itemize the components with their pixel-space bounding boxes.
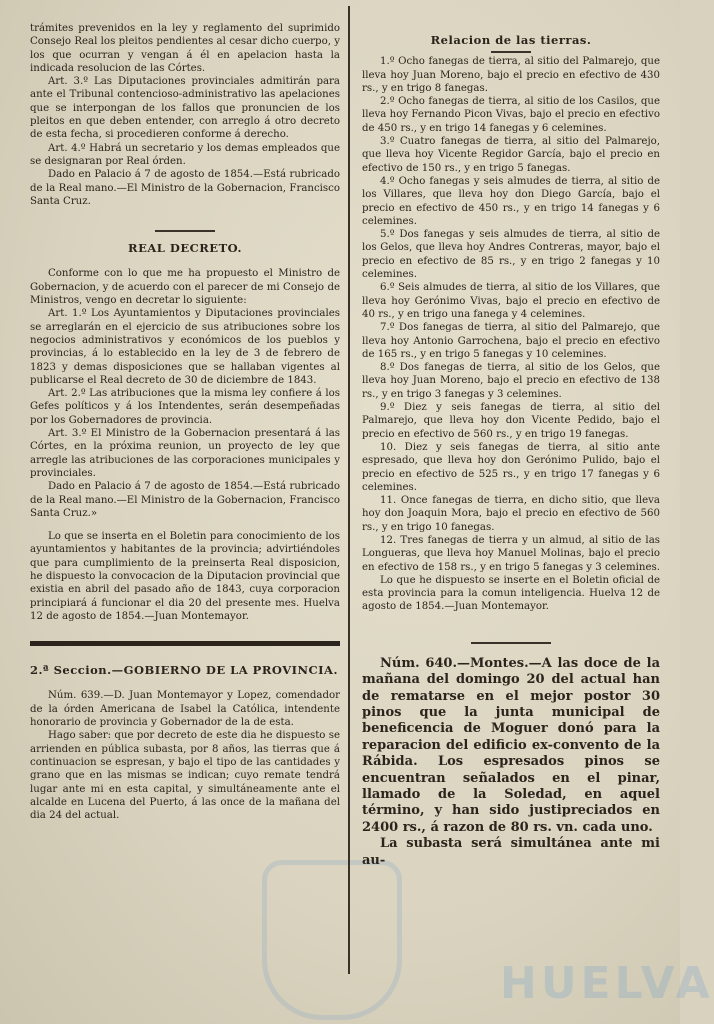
- column-divider: [348, 6, 350, 974]
- left-column: [30, 0, 340, 1024]
- paragraph-art-3: Art. 3.º Las Diputaciones provinciales admitirán para ante el Tribunal contencioso-administrativo las apelaciones que se interpongan de los fallos que pronuncien de los pleitos en que deben entender, con arreglo á otro decreto de esta fecha, si procedieren conforme á derecho.: [30, 76, 340, 141]
- hago-saber-paragraph: Hago saber: que por decreto de este dia he dispuesto se arrienden en pública subasta, por 8 años, las tierras que á continuacion se espresan, y bajo el tipo de las cantidades y grano que en las mismas se indican; cuyo remate tendrá lugar ante mi en esta capital, y simultáneamente ante el alcalde en Lucena del Puerto, á las once de la mañana del dia 24 del actual.: [30, 730, 340, 822]
- land-list-title: Relacion de las tierras.: [430, 33, 592, 47]
- land-item: 3.º Cuatro fanegas de tierra, al sitio del Palmarejo, que lleva hoy Vicente Regidor García, bajo el precio en efectivo de 150 rs., y en trigo 5 fanegas.: [362, 136, 660, 174]
- watermark-text: HUELVA: [500, 958, 714, 1009]
- short-divider: [491, 51, 531, 53]
- land-item: 7.º Dos fanegas de tierra, al sitio del Palmarejo, que lleva hoy Antonio Garrochena, bajo el precio en efectivo de 165 rs., y en trigo 5 fanegas y 10 celemines.: [362, 322, 660, 360]
- land-item: 10. Diez y seis fanegas de tierra, al sitio ante espresado, que lleva hoy don Gerónimo Pulido, bajo el precio en efectivo de 525 rs., y en trigo 17 fanegas y 6 celemines.: [362, 441, 660, 493]
- decree-art-2: Art. 2.º Las atribuciones que la misma ley confiere á los Gefes políticos y á los Intendentes, serán desempeñadas por los Gobernadores de provincia.: [30, 388, 340, 426]
- land-list-closing: Lo que he dispuesto se inserte en el Boletin oficial de esta provincia para la comun inteligencia. Huelva 12 de agosto de 1854.—Juan Montemayor.: [362, 574, 660, 613]
- notice-640-tail: La subasta será simultánea ante mi au-: [362, 836, 660, 868]
- paragraph-signature: Dado en Palacio á 7 de agosto de 1854.—Está rubricado de la Real mano.—El Ministro de la Gobernacion, Francisco Santa Cruz.: [30, 169, 340, 207]
- decree-signature: Dado en Palacio á 7 de agosto de 1854.—Está rubricado de la Real mano.—El Ministro de la Gobernacion, Francisco Santa Cruz.»: [30, 481, 340, 519]
- right-column: [362, 0, 660, 1024]
- decree-title: REAL DECRETO.: [128, 241, 242, 256]
- land-item: 2.º Ocho fanegas de tierra, al sitio de los Casilos, que lleva hoy Fernando Picon Vivas, bajo el precio en efectivo de 450 rs., y en trigo 14 fanegas y 6 celemines.: [362, 96, 660, 134]
- decree-art-3: Art. 3.º El Ministro de la Gobernacion presentará á las Córtes, en la próxima reunion, un proyecto de ley que arregle las atribuciones de las corporaciones municipales y provinciales.: [30, 428, 340, 479]
- closing-paragraph: Lo que se inserta en el Boletin para conocimiento de los ayuntamientos y habitantes de la provincia; advirtiéndoles que para cumplimiento de la preinserta Real disposicion, he dispuesto la convocacion de la Diputacion provincial que existia en abril del pasado año de 1843, cuya corporacion principiará á funcionar el dia 20 del presente mes. Huelva 12 de agosto de 1854.—Juan Montemayor.: [30, 531, 340, 622]
- land-item: 12. Tres fanegas de tierra y un almud, al sitio de las Longueras, que lleva hoy Manuel Molinas, bajo el precio en efectivo de 158 rs., y en trigo 5 fanegas y 3 celemines.: [362, 534, 660, 573]
- short-divider: [471, 642, 551, 644]
- paragraph-art-4: Art. 4.º Habrá un secretario y los demas empleados que se designaran por Real órden.: [30, 142, 340, 167]
- num-639-paragraph: Núm. 639.—D. Juan Montemayor y Lopez, comendador de la órden Americana de Isabel la Católica, intendente honorario de provincia y Gobernador de la de esta.: [30, 690, 340, 729]
- decree-intro: Conforme con lo que me ha propuesto el Ministro de Gobernacion, y de acuerdo con el parecer de mi Consejo de Ministros, vengo en decretar lo siguiente:: [30, 268, 340, 307]
- land-item: 11. Once fanegas de tierra, en dicho sitio, que lleva hoy don Joaquin Mora, bajo el precio en efectivo de 560 rs., y en trigo 10 fanegas.: [362, 495, 660, 533]
- land-item: 5.º Dos fanegas y seis almudes de tierra, al sitio de los Gelos, que lleva hoy Andres Contreras, mayor, bajo el precio en efectivo de 85 rs., y en trigo 2 fanegas y 10 celemines.: [362, 229, 660, 281]
- land-item: 8.º Dos fanegas de tierra, al sitio de los Gelos, que lleva hoy Juan Moreno, bajo el precio en efectivo de 138 rs., y en trigo 3 fanegas y 3 celemines.: [362, 362, 660, 400]
- land-item: 6.º Seis almudes de tierra, al sitio de los Villares, que lleva hoy Gerónimo Vivas, bajo el precio en efectivo de 40 rs., y en trigo una fanega y 4 celemines.: [362, 282, 660, 320]
- land-item: 4.º Ocho fanegas y seis almudes de tierra, al sitio de los Villares, que lleva hoy don Diego García, bajo el precio en efectivo de 450 rs., y en trigo 14 fanegas y 6 celemines.: [362, 175, 660, 227]
- land-item: 1.º Ocho fanegas de tierra, al sitio del Palmarejo, que lleva hoy Juan Moreno, bajo el precio en efectivo de 430 rs., y en trigo 8 fanegas.: [362, 56, 660, 94]
- section-title: 2.ª Seccion.—GOBIERNO DE LA PROVINCIA.: [30, 663, 338, 678]
- paragraph-continuation: trámites prevenidos en la ley y reglamento del suprimido Consejo Real los pleitos pendientes al cesar dicho cuerpo, y los que ocurran y vengan á él en apelacion hasta la indicada resolucion de las Córtes.: [30, 23, 340, 74]
- decree-art-1: Art. 1.º Los Ayuntamientos y Diputaciones provinciales se arreglarán en el ejercicio de sus atribuciones sobre los negocios administrativos y económicos de los pueblos y provincias, á lo establecido en la ley de 3 de febrero de 1823 y demas disposiciones que se hallaban vigentes al publicarse el Real decreto de 30 de diciembre de 1843.: [30, 308, 340, 386]
- short-divider: [155, 230, 215, 232]
- section-divider: [30, 641, 340, 646]
- land-item: 9.º Diez y seis fanegas de tierra, al sitio del Palmarejo, que lleva hoy don Vicente Pedido, bajo el precio en efectivo de 560 rs., y en trigo 19 fanegas.: [362, 402, 660, 440]
- notice-640: Núm. 640.—Montes.—A las doce de la mañana del domingo 20 del actual han de rematarse en el mejor postor 30 pinos que la junta municipal de beneficencia de Moguer donó para la reparacion del edificio ex-convento de la Rábida. Los espresados pinos se encuentran señalados en el pinar, llamado de la Soledad, en aquel término, y han sido justipreciados en 2400 rs., á razon de 80 rs. vn. cada uno.: [362, 655, 660, 835]
